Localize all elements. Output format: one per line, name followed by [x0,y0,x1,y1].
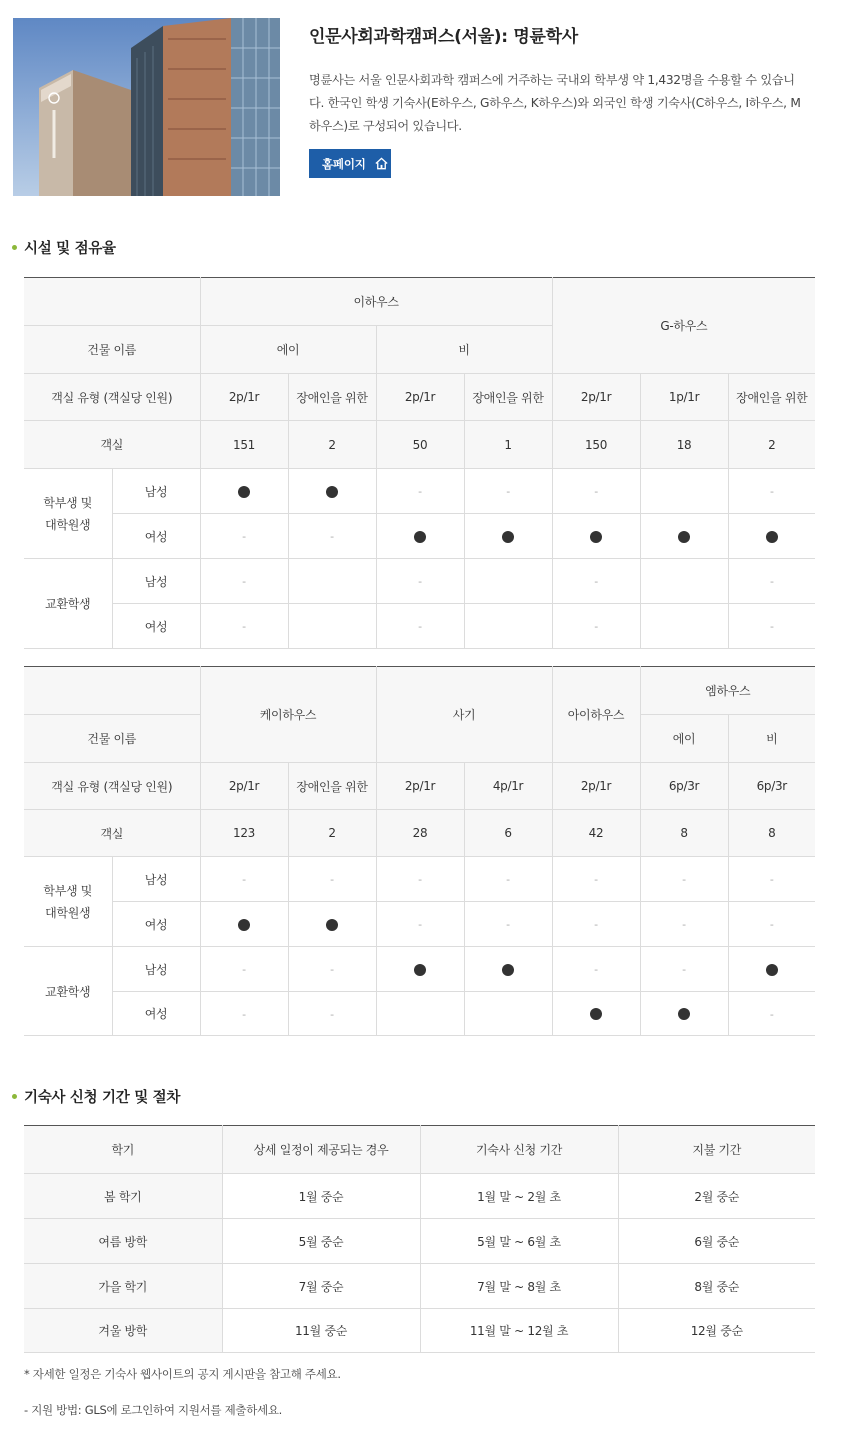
room-count-cell: 150 [552,421,640,469]
building-name-label: 건물 이름 [24,326,200,374]
schedule-note: * 자세한 일정은 기숙사 웹사이트의 공지 게시판을 참고해 주세요. [24,1367,341,1381]
occupied-dot-icon [326,919,338,931]
occupancy-cell [728,902,815,947]
occupied-dot-icon [238,486,250,498]
dormitory-photo [13,18,280,196]
not-available-mark: - [769,620,774,633]
exchange-label: 교환학생 [24,559,112,649]
occupancy-cell [200,469,288,514]
column-header: 기숙사 신청 기간 [420,1126,618,1174]
occupied-dot-icon [414,964,426,976]
not-available-mark: - [330,873,334,886]
building-name-label: 건물 이름 [24,715,200,763]
not-available-mark: - [506,873,510,886]
occupancy-cell [728,604,815,649]
not-available-mark: - [594,575,598,588]
not-available-mark: - [769,873,774,886]
female-label: 여성 [112,902,200,947]
occupancy-cell [464,857,552,902]
occupancy-cell [552,469,640,514]
male-label: 남성 [112,857,200,902]
not-available-mark: - [418,918,422,931]
female-label: 여성 [112,992,200,1036]
table-row [24,1174,815,1219]
room-type-cell: 2p/1r [552,374,640,421]
occupied-dot-icon [766,964,778,976]
occupancy-cell [376,902,464,947]
occupancy-cell [728,947,815,992]
dorm-intro [13,18,813,198]
room-count-cell: 151 [200,421,288,469]
occupancy-cell [552,947,640,992]
house-m-b-header: 비 [728,715,815,763]
room-count-cell: 2 [728,421,815,469]
semester-cell: 여름 방학 [24,1219,222,1264]
occupancy-cell [640,857,728,902]
table-cell: 1월 중순 [222,1174,420,1219]
rooms-label: 객실 [24,810,200,857]
undergrad-grad-label: 학부생 및 대학원생 [24,857,112,947]
application-method: - 지원 방법: GLS에 로그인하여 지원서를 제출하세요. [24,1403,283,1417]
not-available-mark: - [682,918,686,931]
table-cell: 7월 말 ~ 8월 초 [420,1264,618,1309]
occupancy-cell [552,514,640,559]
room-type-label: 객실 유형 (객실당 인원) [24,763,200,810]
not-available-mark: - [330,530,334,543]
column-header: 학기 [24,1126,222,1174]
male-label: 남성 [112,559,200,604]
occupancy-cell [200,947,288,992]
room-type-cell: 6p/3r [728,763,815,810]
room-type-cell: 2p/1r [376,763,464,810]
table-cell: 11월 말 ~ 12월 초 [420,1309,618,1353]
not-available-mark: - [242,530,246,543]
male-label: 남성 [112,469,200,514]
room-count-cell: 1 [464,421,552,469]
not-available-mark: - [242,575,246,588]
table-row [24,1309,815,1353]
not-available-mark: - [594,620,598,633]
occupied-dot-icon [590,1008,602,1020]
room-count-cell: 50 [376,421,464,469]
occupied-dot-icon [238,919,250,931]
room-type-label: 객실 유형 (객실당 인원) [24,374,200,421]
not-available-mark: - [418,620,422,633]
column-header: 상세 일정이 제공되는 경우 [222,1126,420,1174]
room-type-cell: 2p/1r [200,374,288,421]
not-available-mark: - [506,918,510,931]
occupancy-cell [728,857,815,902]
house-g-header: G-하우스 [552,278,815,374]
occupancy-cell [640,947,728,992]
occupancy-cell [552,604,640,649]
room-type-cell: 장애인을 위한 [288,763,376,810]
occupancy-cell [200,992,288,1036]
room-type-cell: 4p/1r [464,763,552,810]
room-type-cell: 장애인을 위한 [728,374,815,421]
occupancy-cell [464,902,552,947]
not-available-mark: - [769,485,774,498]
table-cell: 11월 중순 [222,1309,420,1353]
table-cell: 6월 중순 [618,1219,815,1264]
occupancy-cell [640,469,728,514]
female-label: 여성 [112,514,200,559]
not-available-mark: - [594,963,598,976]
occupancy-cell [200,604,288,649]
semester-cell: 겨울 방학 [24,1309,222,1353]
room-type-cell: 2p/1r [376,374,464,421]
not-available-mark: - [682,873,686,886]
room-type-cell: 6p/3r [640,763,728,810]
rooms-label: 객실 [24,421,200,469]
corner-cell [24,667,200,715]
not-available-mark: - [594,485,598,498]
room-count-cell: 2 [288,421,376,469]
table-cell: 12월 중순 [618,1309,815,1353]
not-available-mark: - [682,963,686,976]
occupancy-cell [288,469,376,514]
not-available-mark: - [330,1007,334,1021]
occupancy-cell [200,857,288,902]
not-available-mark: - [242,1007,246,1021]
table-cell: 8월 중순 [618,1264,815,1309]
table-cell: 2월 중순 [618,1174,815,1219]
room-count-cell: 8 [728,810,815,857]
semester-cell: 가을 학기 [24,1264,222,1309]
corner-cell [24,278,200,326]
homepage-button-label: 홈페이지 [322,156,366,171]
section-bullet-icon [12,245,17,250]
application-schedule-table [24,1125,815,1353]
not-available-mark: - [418,873,422,886]
occupancy-cell [200,902,288,947]
room-type-cell: 1p/1r [640,374,728,421]
table-row [24,1219,815,1264]
not-available-mark: - [594,873,598,886]
occupied-dot-icon [678,531,690,543]
occupied-dot-icon [502,964,514,976]
facilities-table-2 [24,666,815,1036]
occupancy-cell [464,469,552,514]
occupancy-cell [288,857,376,902]
facilities-table-1 [24,277,815,649]
house-i-header: 아이하우스 [552,667,640,763]
semester-cell: 봄 학기 [24,1174,222,1219]
room-type-cell: 2p/1r [200,763,288,810]
house-e-a-header: 에이 [200,326,376,374]
occupancy-cell [288,992,376,1036]
occupancy-cell [376,992,464,1036]
house-k-header: 케이하우스 [200,667,376,763]
occupancy-cell [464,992,552,1036]
occupancy-cell [728,469,815,514]
occupied-dot-icon [414,531,426,543]
page-title: 인문사회과학캠퍼스(서울): 명륜학사 [309,27,578,47]
room-count-cell: 8 [640,810,728,857]
facilities-title: 시설 및 점유율 [24,241,116,257]
occupied-dot-icon [326,486,338,498]
occupancy-cell [288,604,376,649]
house-m-a-header: 에이 [640,715,728,763]
column-header: 지불 기간 [618,1126,815,1174]
occupancy-cell [376,857,464,902]
room-count-cell: 6 [464,810,552,857]
male-label: 남성 [112,947,200,992]
occupancy-cell [552,857,640,902]
intro-description: 명륜사는 서울 인문사회과학 캠퍼스에 거주하는 국내외 학부생 약 1,432명을 수용할 수 있습니다. 한국인 학생 기숙사(E하우스, G하우스, K하우스)와 외국인 학생 기숙사(C하우스, I하우스, M하우스)로 구성되어 있습니다. [309,73,801,133]
table-cell: 1월 말 ~ 2월 초 [420,1174,618,1219]
house-c-header: 사기 [376,667,552,763]
occupancy-cell [640,992,728,1036]
room-count-cell: 123 [200,810,288,857]
not-available-mark: - [330,963,334,976]
not-available-mark: - [242,873,246,886]
not-available-mark: - [769,918,774,931]
occupied-dot-icon [678,1008,690,1020]
house-m-header: 엠하우스 [640,667,815,715]
room-count-cell: 28 [376,810,464,857]
not-available-mark: - [418,485,422,498]
occupancy-cell [464,514,552,559]
occupancy-cell [200,559,288,604]
occupancy-cell [640,902,728,947]
table-cell: 5월 말 ~ 6월 초 [420,1219,618,1264]
room-count-cell: 2 [288,810,376,857]
section-bullet-icon [12,1094,17,1099]
table-cell: 7월 중순 [222,1264,420,1309]
occupancy-cell [376,559,464,604]
occupied-dot-icon [502,531,514,543]
occupancy-cell [728,559,815,604]
occupancy-cell [288,559,376,604]
home-icon [374,156,389,171]
occupied-dot-icon [590,531,602,543]
occupancy-cell [288,902,376,947]
room-type-cell: 장애인을 위한 [464,374,552,421]
occupancy-cell [376,469,464,514]
occupancy-cell [640,559,728,604]
not-available-mark: - [506,485,510,498]
exchange-label: 교환학생 [24,947,112,1036]
occupancy-cell [552,902,640,947]
occupancy-cell [288,947,376,992]
occupancy-cell [200,514,288,559]
occupancy-cell [728,992,815,1036]
facilities-section-title [12,237,116,258]
not-available-mark: - [769,575,774,588]
application-section-title [12,1086,180,1107]
not-available-mark: - [418,575,422,588]
room-type-cell: 2p/1r [552,763,640,810]
homepage-button[interactable] [309,149,391,178]
occupancy-cell [464,559,552,604]
occupancy-cell [552,992,640,1036]
occupancy-cell [376,947,464,992]
undergrad-grad-label: 학부생 및 대학원생 [24,469,112,559]
occupancy-cell [376,514,464,559]
occupancy-cell [640,514,728,559]
not-available-mark: - [769,1007,774,1021]
not-available-mark: - [594,918,598,931]
application-title: 기숙사 신청 기간 및 절차 [24,1090,181,1106]
house-e-b-header: 비 [376,326,552,374]
occupancy-cell [376,604,464,649]
occupancy-cell [464,947,552,992]
female-label: 여성 [112,604,200,649]
room-count-cell: 18 [640,421,728,469]
house-e-header: 이하우스 [200,278,552,326]
occupancy-cell [728,514,815,559]
table-cell: 5월 중순 [222,1219,420,1264]
table-row [24,1264,815,1309]
occupied-dot-icon [766,531,778,543]
not-available-mark: - [242,963,246,976]
room-count-cell: 42 [552,810,640,857]
room-type-cell: 장애인을 위한 [288,374,376,421]
occupancy-cell [464,604,552,649]
occupancy-cell [640,604,728,649]
intro-text [309,18,809,171]
occupancy-cell [552,559,640,604]
not-available-mark: - [242,620,246,633]
occupancy-cell [288,514,376,559]
